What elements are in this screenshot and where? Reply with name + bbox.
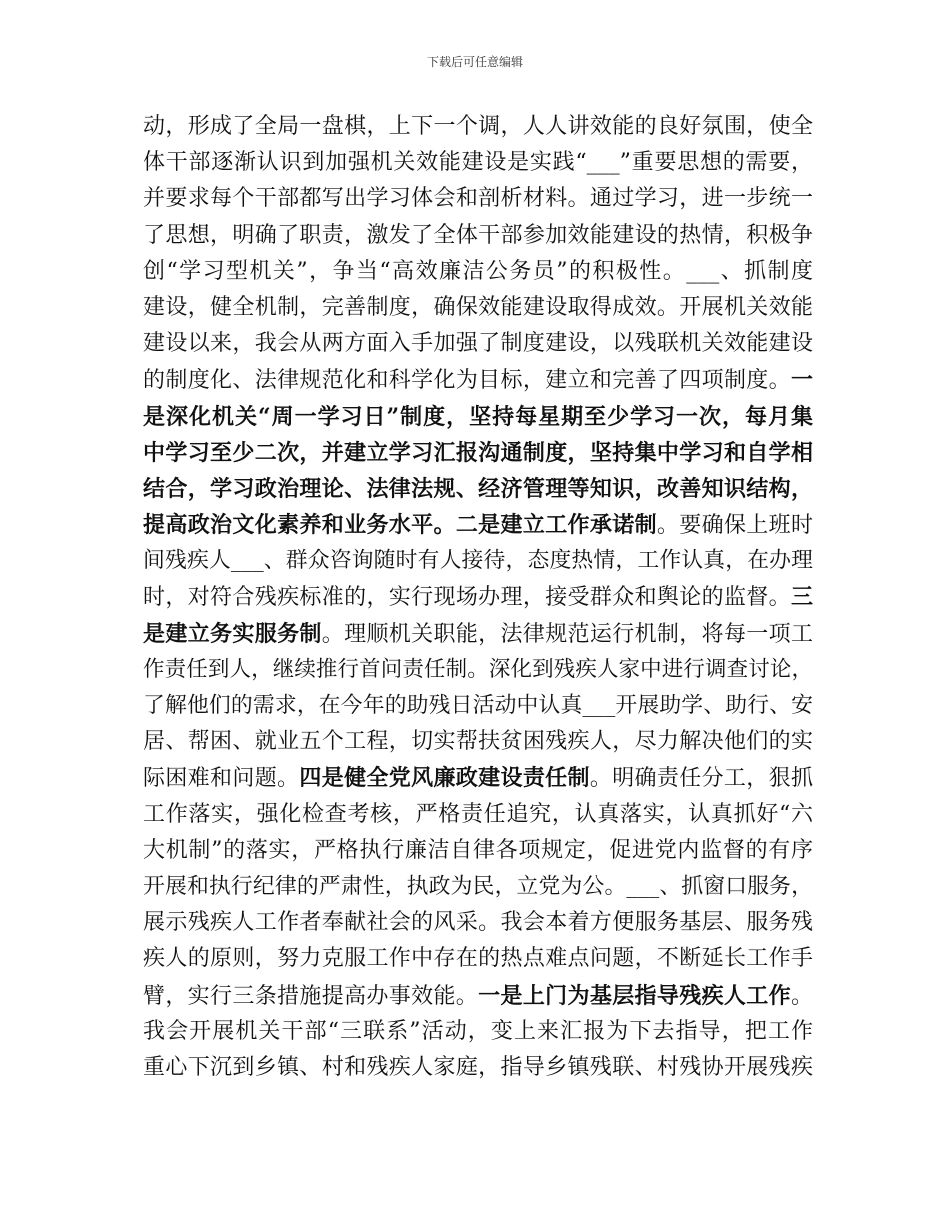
text-run: 动，形成了全局一盘棋，上下一个调，人人讲效能的良好氛围，使全	[143, 114, 813, 139]
text-line	[143, 109, 813, 145]
text-line	[143, 688, 813, 724]
text-run: 间残疾人___、群众咨询随时有人接待，态度热情，工作认真，在办理	[143, 548, 813, 574]
bold-text-run: 一是上门为基层指导残疾人工作	[478, 982, 791, 1009]
text-run: 际困难和问题。	[143, 766, 300, 792]
text-line	[143, 471, 813, 507]
body-text	[143, 109, 813, 1086]
text-run: 时，对符合残疾标准的，实行现场办理，接受群众和舆论的监督。	[143, 585, 791, 611]
text-run: 开展和执行纪律的严肃性，执政为民，立党为公。___、抓窗口服务，	[143, 873, 813, 899]
bold-text-run: 一	[790, 367, 813, 394]
text-line	[143, 507, 813, 543]
text-run: 。要确保上班时	[656, 513, 813, 539]
page-header: 下载后可任意编辑	[426, 55, 523, 69]
text-run: 体干部逐渐认识到加强机关效能建设是实践“___”重要思想的需要，	[143, 150, 813, 176]
text-line	[143, 797, 813, 833]
text-run: 疾人的原则，努力克服工作中存在的热点难点问题，不断延长工作手	[143, 946, 813, 972]
text-line	[143, 941, 813, 977]
text-line	[143, 326, 813, 362]
text-run: 。明确责任分工，狠抓	[589, 766, 813, 792]
text-line	[143, 399, 813, 435]
text-run: 重心下沉到乡镇、村和残疾人家庭，指导乡镇残联、村残协开展残疾	[143, 1054, 813, 1080]
text-run: 并要求每个干部都写出学习体会和剖析材料。通过学习，进一步统一	[143, 186, 813, 212]
text-run: 我会开展机关干部“三联系”活动，变上来汇报为下去指导，把工作	[143, 1018, 813, 1044]
text-run: 。	[790, 983, 813, 1009]
text-run: 的制度化、法律规范化和科学化为目标，建立和完善了四项制度。	[143, 368, 791, 394]
text-run: 工作落实，强化检查考核，严格责任追究，认真落实，认真抓好“六	[143, 801, 813, 827]
text-line	[143, 1050, 813, 1086]
text-line	[143, 1014, 813, 1050]
text-line	[143, 181, 813, 217]
bold-text-run: 四是健全党风廉政建设责任制	[299, 765, 590, 792]
text-run: 居、帮困、就业五个工程，切实帮扶贫困残疾人，尽力解决他们的实	[143, 729, 813, 755]
text-run: 建设，健全机制，完善制度，确保效能建设取得成效。开展机关效能	[143, 294, 813, 320]
text-run: 了解他们的需求，在今年的助残日活动中认真___开展助学、助行、安	[143, 693, 813, 718]
text-line	[143, 724, 813, 760]
text-run: 作责任到人，继续推行首问责任制。深化到残疾人家中进行调查讨论，	[143, 656, 813, 682]
bold-text-run: 中学习至少二次，并建立学习汇报沟通制度，坚持集中学习和自学相	[143, 439, 813, 466]
text-line	[143, 362, 813, 398]
bold-text-run: 是建立务实服务制	[143, 620, 322, 647]
text-line	[143, 652, 813, 688]
text-line	[143, 760, 813, 796]
text-line	[143, 616, 813, 652]
text-run: 了思想，明确了职责，激发了全体干部参加效能建设的热情，积极争	[143, 222, 813, 248]
text-line	[143, 833, 813, 869]
text-line	[143, 435, 813, 471]
text-line	[143, 978, 813, 1014]
text-run: 。理顺机关职能，法律规范运行机制，将每一项工	[321, 621, 813, 647]
text-run: 创“学习型机关”，争当“高效廉洁公务员”的积极性。___、抓制度	[143, 258, 813, 284]
bold-text-run: 结合，学习政治理论、法律法规、经济管理等知识，改善知识结构，	[143, 475, 813, 502]
text-line	[143, 905, 813, 941]
text-line	[143, 254, 813, 290]
text-line	[143, 869, 813, 905]
text-line	[143, 543, 813, 579]
text-run: 臂，实行三条措施提高办事效能。	[143, 983, 479, 1009]
text-run: 建设以来，我会从两方面入手加强了制度建设，以残联机关效能建设	[143, 331, 813, 357]
bold-text-run: 提高政治文化素养和业务水平。二是建立工作承诺制	[143, 512, 657, 539]
text-line	[143, 218, 813, 254]
bold-text-run: 三	[790, 584, 813, 611]
text-line	[143, 145, 813, 181]
bold-text-run: 是深化机关“周一学习日”制度，坚持每星期至少学习一次，每月集	[143, 403, 813, 430]
text-run: 大机制”的落实，严格执行廉洁自律各项规定，促进党内监督的有序	[143, 837, 813, 863]
text-line	[143, 290, 813, 326]
text-run: 展示残疾人工作者奉献社会的风采。我会本着方便服务基层、服务残	[143, 910, 813, 936]
text-line	[143, 579, 813, 615]
